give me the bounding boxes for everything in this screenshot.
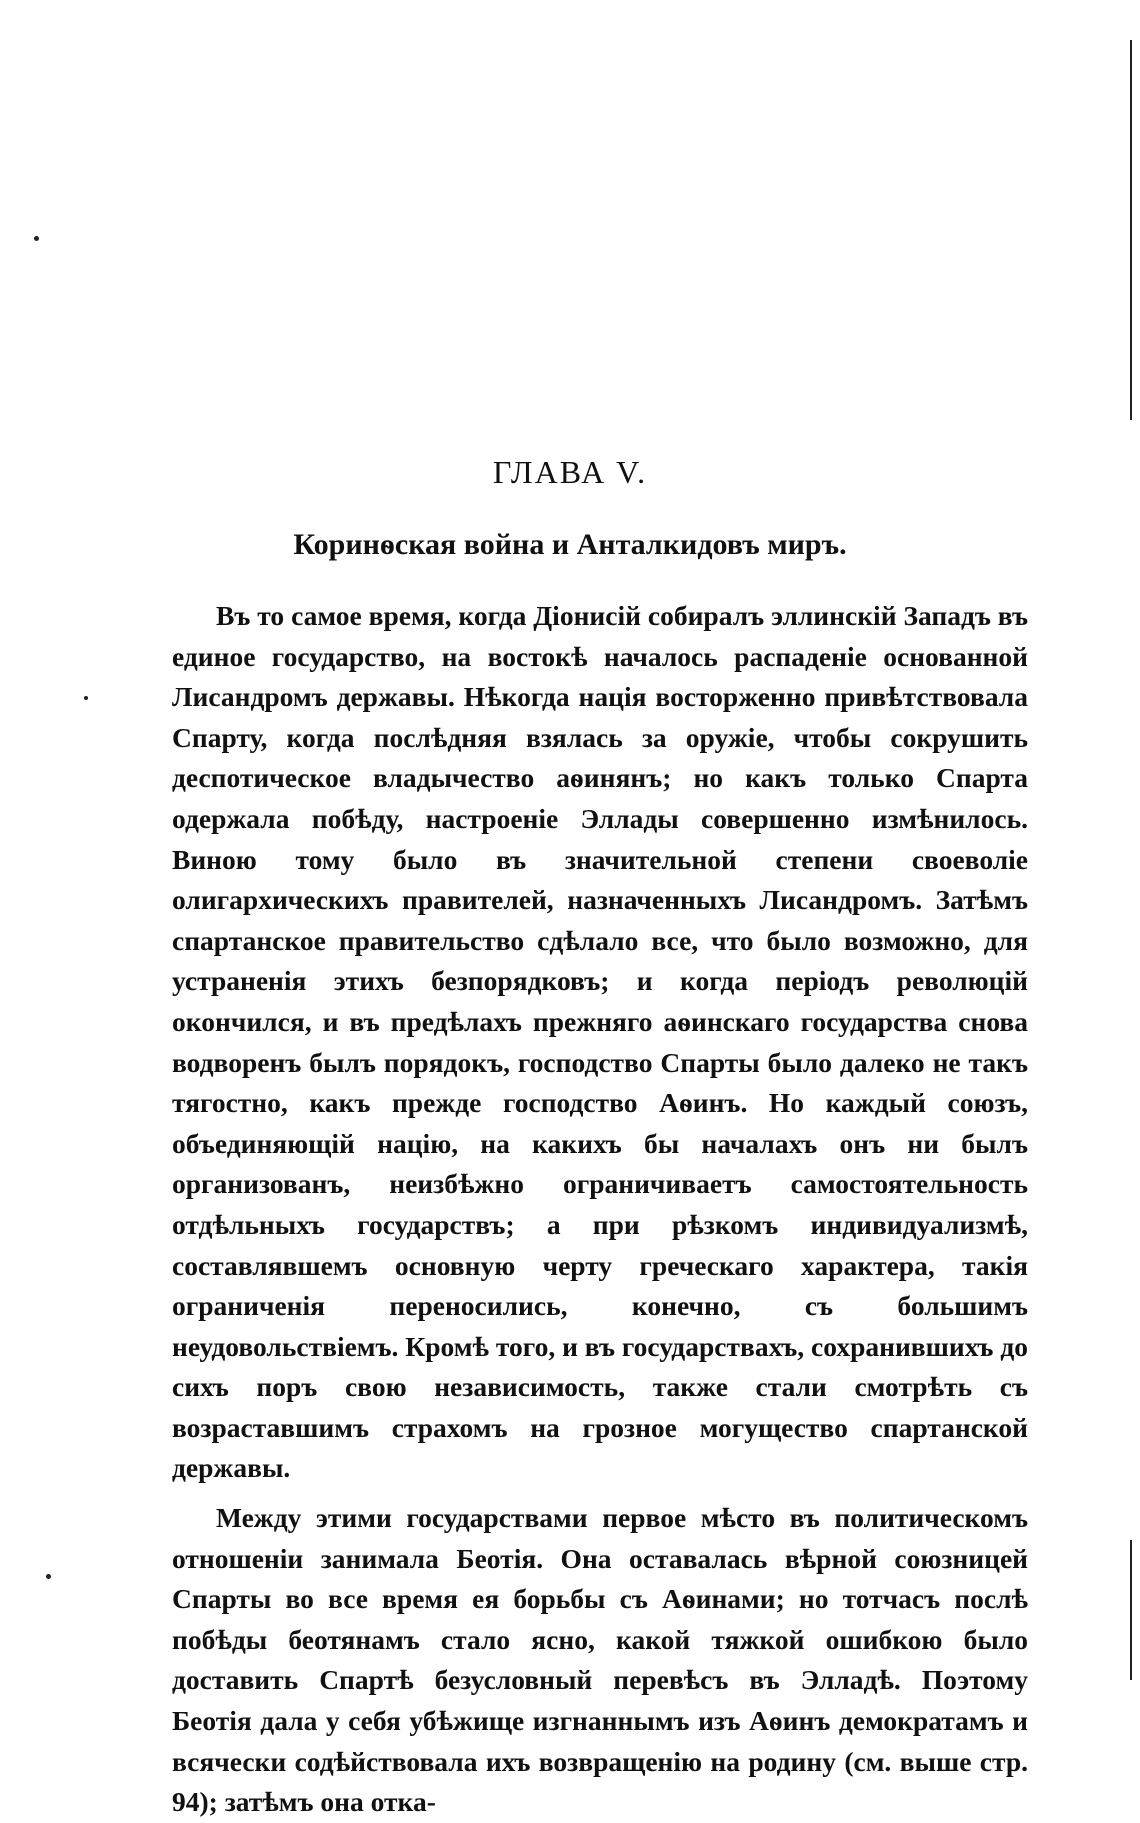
scan-speck xyxy=(46,1574,51,1579)
scan-edge-line xyxy=(1130,1540,1132,1680)
chapter-title: ГЛАВА V. xyxy=(492,454,648,490)
scan-speck xyxy=(34,236,39,241)
paragraph: Между этими государствами первое мѣсто въ политическомъ отношеніи занимала Беотія. Она оставалась вѣрной союзницей Спарты во все время ея борьбы съ Аѳинами; но тотчасъ послѣ побѣды беотянамъ стало ясно, какой тяжкой ошибкою было доставить Спартѣ безусловный перевѣсъ въ Элладѣ. Поэтому Беотія дала у себя убѣжище изгнаннымъ изъ Аѳинъ демократамъ и всячески содѣйствовала ихъ возвращенію на родину (см. выше стр. 94); затѣмъ она отка- xyxy=(172,1502,1028,1818)
paragraph: Въ то самое время, когда Діонисій собиралъ эллинскій Западъ въ единое государство, на востокѣ началось распаденіе основанной Лисандромъ державы. Нѣкогда нація восторженно привѣтствовала Спарту, когда послѣдняя взялась за оружіе, чтобы сокрушить деспотическое владычество аѳинянъ; но какъ только Спарта одержала побѣду, настроеніе Эллады совершенно измѣнилось. Виною тому было въ значительной степени своеволіе олигархическихъ правителей, назначенныхъ Лисандромъ. Затѣмъ спартанское правительство сдѣлало все, что было возможно, для устраненія этихъ безпорядковъ; и когда періодъ революцій окончился, и въ предѣлахъ прежняго аѳинскаго государства снова водворенъ былъ порядокъ, господство Спарты было далеко не такъ тягостно, какъ прежде господство Аѳинъ. Но каждый союзъ, объединяющій націю, на какихъ бы началахъ онъ ни былъ организованъ, неизбѣжно ограничиваетъ самостоятельность отдѣльныхъ государствъ; а при рѣзкомъ индивидуализмѣ, составлявшемъ основную черту греческаго характера, такія ограниченія переносились, конечно, съ большимъ неудовольствіемъ. Кромѣ того, и въ государствахъ, сохранившихъ до сихъ поръ свою независимость, также стали смотрѣть съ возраставшимъ страхомъ на грозное могущество спартанской державы. xyxy=(172,600,1028,1484)
scan-edge-line xyxy=(1130,40,1132,420)
scan-speck xyxy=(84,696,88,700)
body-text xyxy=(172,596,1028,1823)
chapter-subtitle: Коринѳская война и Анталкидовъ миръ. xyxy=(293,528,847,561)
